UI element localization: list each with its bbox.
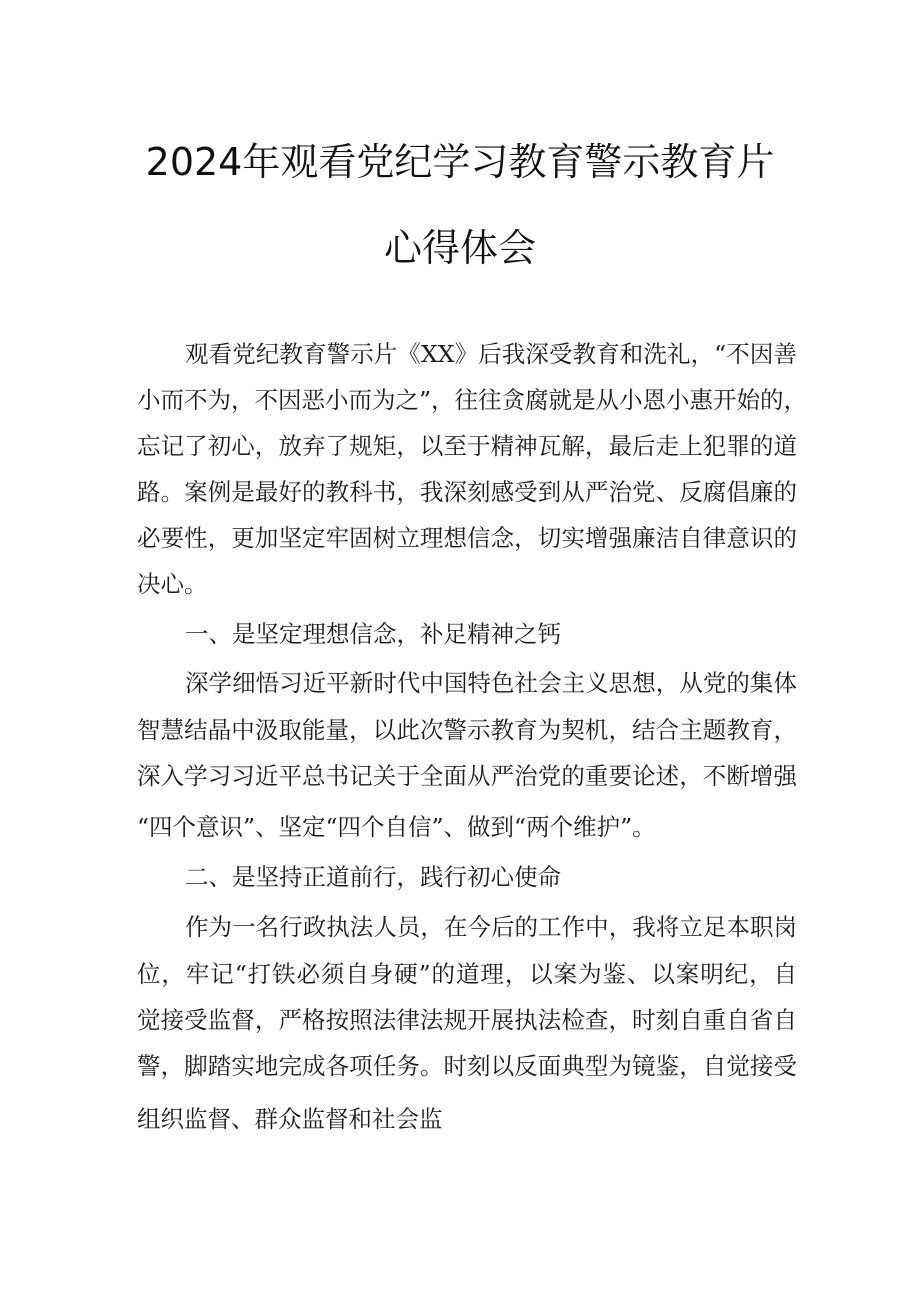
document-title-line-2: 心得体会 (383, 226, 536, 270)
paragraph-line: 深入学习习近平总书记关于全面从严治党的重要论述，不断增强 (137, 762, 797, 790)
section-heading-1: 一、是坚定理想信念，补足精神之钙 (185, 620, 561, 648)
paragraph-line: 组织监督、群众监督和社会监 (137, 1105, 443, 1133)
document-title-line-1: 2024年观看党纪学习教育警示教育片 (145, 140, 775, 184)
paragraph-line: 必要性，更加坚定牢固树立理想信念，切实增强廉洁自律意识的 (137, 524, 797, 552)
paragraph-line: 深学细悟习近平新时代中国特色社会主义思想，从党的集体 (185, 669, 797, 697)
paragraph-line: 作为一名行政执法人员，在今后的工作中，我将立足本职岗 (185, 913, 797, 941)
paragraph-line: 警，脚踏实地完成各项任务。时刻以反面典型为镜鉴，自觉接受 (137, 1052, 797, 1080)
paragraph-line: 位，牢记“打铁必须自身硬”的道理，以案为鉴、以案明纪，自 (137, 960, 797, 988)
paragraph-line: 决心。 (137, 570, 208, 598)
paragraph-line: 忘记了初心，放弃了规矩，以至于精神瓦解，最后走上犯罪的道 (137, 432, 797, 460)
paragraph-line: 路。案例是最好的教科书，我深刻感受到从严治党、反腐倡廉的 (137, 478, 797, 506)
paragraph-line: “四个意识”、坚定“四个自信”、做到“两个维护”。 (137, 813, 656, 841)
paragraph-line: 观看党纪教育警示片《XX》后我深受教育和洗礼，“不因善 (185, 340, 797, 368)
paragraph-line: 智慧结晶中汲取能量，以此次警示教育为契机，结合主题教育， (137, 716, 797, 744)
section-heading-2: 二、是坚持正道前行，践行初心使命 (185, 863, 561, 891)
paragraph-line: 小而不为，不因恶小而为之”，往往贪腐就是从小恩小惠开始的， (137, 386, 808, 414)
paragraph-line: 觉接受监督，严格按照法律法规开展执法检查，时刻自重自省自 (137, 1006, 797, 1034)
